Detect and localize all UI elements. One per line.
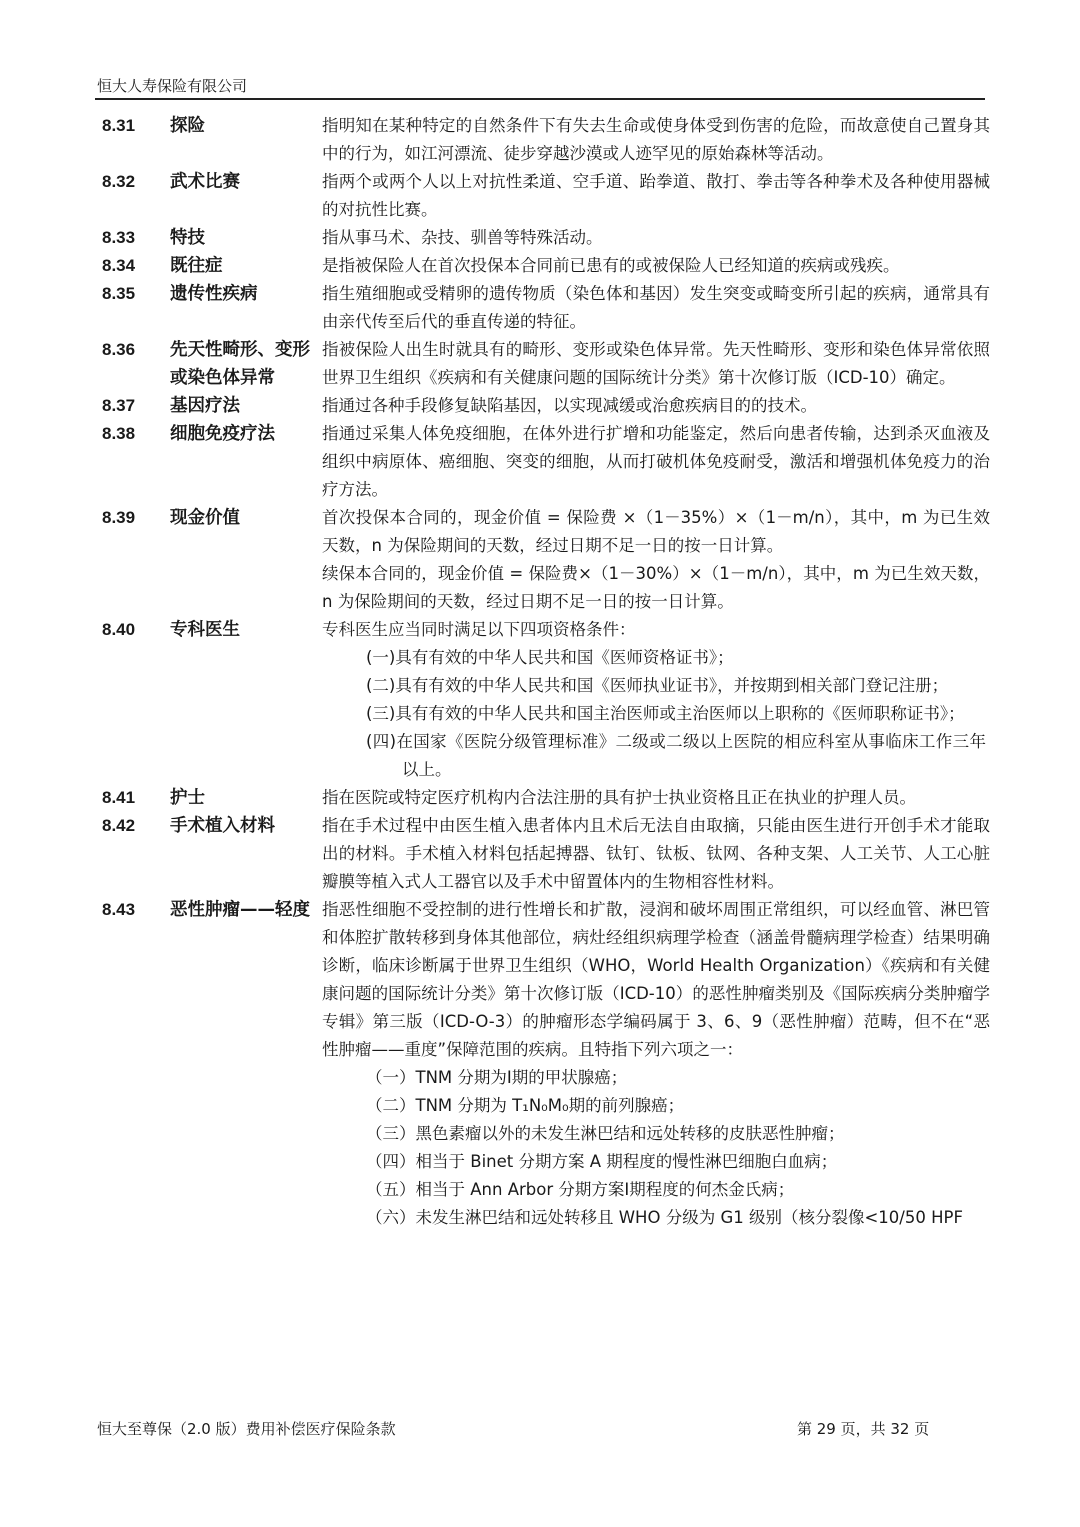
definition-entry (0, 112, 1080, 168)
definition-paragraph: 专科医生应当同时满足以下四项资格条件： (322, 620, 636, 639)
footer-document-title: 恒大至尊保（2.0 版）费用补偿医疗保险条款 (97, 1420, 396, 1438)
definition-subitem: (三)具有有效的中华人民共和国主治医师或主治医师以上职称的《医师职称证书》； (366, 704, 965, 723)
definition-text (322, 112, 990, 168)
definition-number: 8.40 (102, 620, 136, 639)
definition-entry (0, 280, 1080, 336)
definition-term: 探险 (170, 116, 205, 136)
definition-entry (0, 812, 1080, 896)
definition-text (322, 336, 990, 392)
definition-term: 手术植入材料 (170, 816, 275, 836)
definition-text (322, 280, 990, 336)
definition-term: 武术比赛 (170, 172, 240, 192)
definition-subitem: （五）相当于 Ann Arbor 分期方案Ⅰ期程度的何杰金氏病； (366, 1180, 795, 1199)
definition-text (322, 784, 990, 812)
definition-subitem: （六）未发生淋巴结和远处转移且 WHO 分级为 G1 级别（核分裂像<10/50 HPF (366, 1208, 963, 1227)
definition-term: 遗传性疾病 (170, 284, 258, 304)
definition-entry (0, 896, 1080, 1232)
definitions-list (0, 112, 1080, 1232)
definition-paragraph: 指在医院或特定医疗机构内合法注册的具有护士执业资格且正在执业的护理人员。 (322, 788, 916, 807)
definition-text (322, 896, 990, 1232)
definition-text (322, 252, 990, 280)
definition-number: 8.38 (102, 424, 136, 443)
definition-number: 8.32 (102, 172, 136, 191)
page-header: 恒大人寿保险有限公司 (97, 77, 248, 95)
footer-page-number: 第 29 页，共 32 页 (797, 1420, 930, 1438)
definition-text (322, 420, 990, 504)
definition-entry (0, 504, 1080, 616)
definition-text (322, 812, 990, 896)
definition-entry (0, 616, 1080, 784)
definition-paragraph: 是指被保险人在首次投保本合同前已患有的或被保险人已经知道的疾病或残疾。 (322, 256, 900, 275)
definition-number: 8.33 (102, 228, 136, 247)
definition-number: 8.39 (102, 508, 136, 527)
definition-subitem: (一)具有有效的中华人民共和国《医师资格证书》； (366, 648, 734, 667)
definition-entry (0, 224, 1080, 252)
definition-text (322, 616, 990, 784)
definition-term: 现金价值 (170, 508, 240, 528)
definition-entry (0, 420, 1080, 504)
definition-term: 基因疗法 (170, 396, 240, 416)
definition-paragraph: 指从事马术、杂技、驯兽等特殊活动。 (322, 228, 603, 247)
definition-subitem: （一）TNM 分期为Ⅰ期的甲状腺癌； (366, 1068, 628, 1087)
definition-number: 8.31 (102, 116, 136, 135)
definition-paragraph: 指两个或两个人以上对抗性柔道、空手道、跆拳道、散打、拳击等各种拳术及各种使用器械的对抗性比赛。 (322, 172, 990, 219)
definition-paragraph: 首次投保本合同的，现金价值 = 保险费 ×（1－35%）×（1－m/n），其中，m 为已生效天数，n 为保险期间的天数，经过日期不足一日的按一日计算。 (322, 508, 990, 555)
header-divider (95, 98, 985, 100)
definition-subitem: (四)在国家《医院分级管理标准》二级或二级以上医院的相应科室从事临床工作三年以上。 (366, 732, 986, 779)
definition-text (322, 168, 990, 224)
definition-paragraph: 指通过各种手段修复缺陷基因，以实现减缓或治愈疾病目的的技术。 (322, 396, 817, 415)
definition-paragraph: 指明知在某种特定的自然条件下有失去生命或使身体受到伤害的危险，而故意使自己置身其中的行为，如江河漂流、徒步穿越沙漠或人迹罕见的原始森林等活动。 (322, 116, 990, 163)
definition-number: 8.41 (102, 788, 136, 807)
definition-entry (0, 168, 1080, 224)
definition-term: 先天性畸形、变形或染色体异常 (170, 340, 310, 388)
definition-paragraph: 指通过采集人体免疫细胞，在体外进行扩增和功能鉴定，然后向患者传输，达到杀灭血液及组织中病原体、癌细胞、突变的细胞，从而打破机体免疫耐受，激活和增强机体免疫力的治疗方法。 (322, 424, 990, 499)
definition-term: 既往症 (170, 256, 223, 276)
definition-paragraph: 续保本合同的，现金价值 = 保险费×（1－30%）×（1－m/n），其中，m 为已生效天数，n 为保险期间的天数，经过日期不足一日的按一日计算。 (322, 564, 990, 611)
definition-subitem: （三）黑色素瘤以外的未发生淋巴结和远处转移的皮肤恶性肿瘤； (366, 1124, 845, 1143)
definition-subitem: （二）TNM 分期为 T₁N₀M₀期的前列腺癌； (366, 1096, 685, 1115)
definition-paragraph: 指恶性细胞不受控制的进行性增长和扩散，浸润和破坏周围正常组织，可以经血管、淋巴管和体腔扩散转移到身体其他部位，病灶经组织病理学检查（涵盖骨髓病理学检查）结果明确诊断，临床诊断属于世界卫生组织（WHO，World Health Organization）《疾病和有关健康问题的国际统计分类》第十次修订版（ICD-10）的恶性肿瘤类别及《国际疾病分类肿瘤学专辑》第三版（ICD-O-3）的肿瘤形态学编码属于 3、6、9（恶性肿瘤）范畴，但不在“恶性肿瘤——重度”保障范围的疾病。且特指下列六项之一： (322, 900, 990, 1059)
definition-subitem: (二)具有有效的中华人民共和国《医师执业证书》，并按期到相关部门登记注册； (366, 676, 949, 695)
definition-text (322, 392, 990, 420)
definition-number: 8.42 (102, 816, 136, 835)
definition-paragraph: 指生殖细胞或受精卵的遗传物质（染色体和基因）发生突变或畸变所引起的疾病，通常具有由亲代传至后代的垂直传递的特征。 (322, 284, 990, 331)
definition-number: 8.43 (102, 900, 136, 919)
definition-number: 8.37 (102, 396, 136, 415)
definition-entry (0, 784, 1080, 812)
definition-number: 8.34 (102, 256, 136, 275)
definition-term: 恶性肿瘤——轻度 (170, 900, 310, 920)
definition-entry (0, 392, 1080, 420)
definition-text (322, 504, 990, 616)
definition-term: 专科医生 (170, 620, 240, 640)
definition-entry (0, 336, 1080, 392)
definition-paragraph: 指被保险人出生时就具有的畸形、变形或染色体异常。先天性畸形、变形和染色体异常依照世界卫生组织《疾病和有关健康问题的国际统计分类》第十次修订版（ICD-10）确定。 (322, 340, 990, 387)
definition-term: 特技 (170, 228, 205, 248)
definition-term: 细胞免疫疗法 (170, 424, 275, 444)
definition-text (322, 224, 990, 252)
definition-subitem: （四）相当于 Binet 分期方案 A 期程度的慢性淋巴细胞白血病； (366, 1152, 838, 1171)
definition-term: 护士 (170, 788, 205, 808)
definition-number: 8.36 (102, 340, 136, 359)
definition-entry (0, 252, 1080, 280)
definition-number: 8.35 (102, 284, 136, 303)
definition-paragraph: 指在手术过程中由医生植入患者体内且术后无法自由取摘，只能由医生进行开创手术才能取出的材料。手术植入材料包括起搏器、钛钉、钛板、钛网、各种支架、人工关节、人工心脏瓣膜等植入式人工器官以及手术中留置体内的生物相容性材料。 (322, 816, 990, 891)
